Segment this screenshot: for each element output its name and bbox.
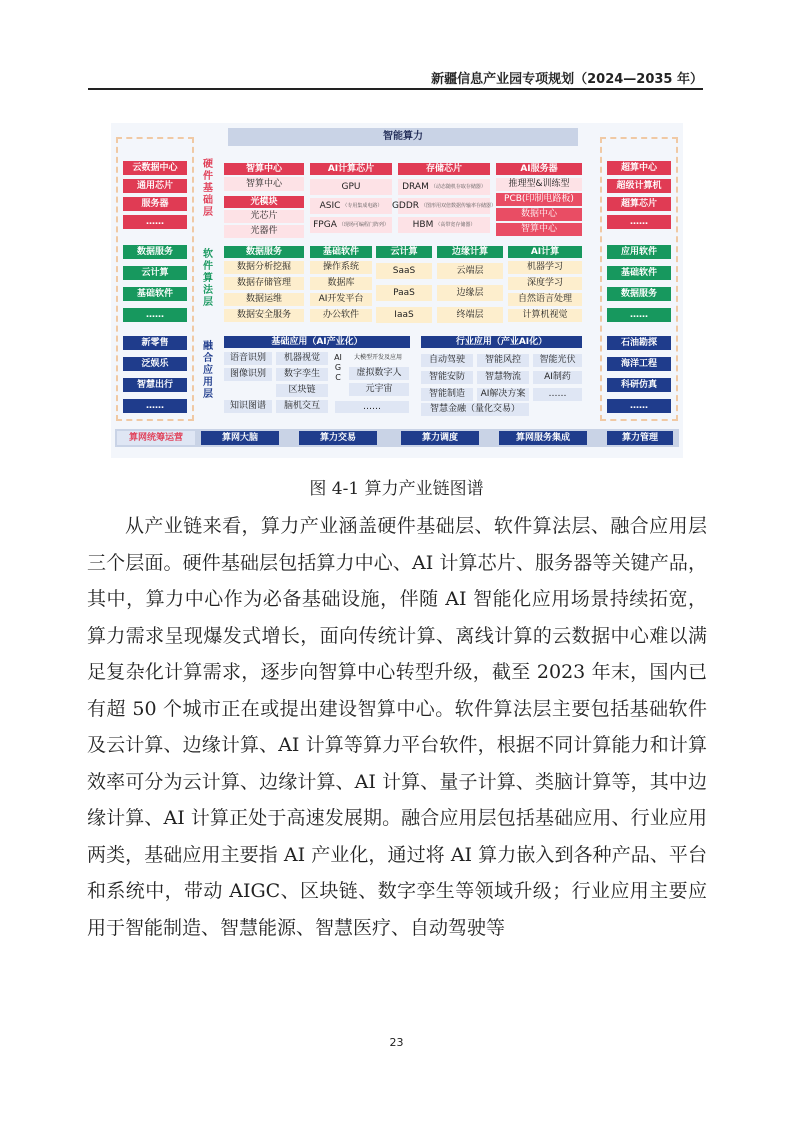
header-rule (88, 88, 703, 90)
sw-cell: 数据存储管理 (224, 277, 304, 290)
left-item: …… (123, 308, 187, 322)
app-cell: 区块链 (276, 384, 328, 397)
hw-header-intelligent-center: 智算中心 (224, 163, 304, 175)
hw-cell: 光芯片 (224, 210, 304, 223)
sw-header-data-service: 数据服务 (224, 246, 304, 258)
sw-cell: 数据运维 (224, 293, 304, 306)
app-header-base: 基础应用（AI产业化） (224, 336, 410, 348)
bottom-item: 算网大脑 (201, 431, 279, 445)
hw-cell-text: ASIC (319, 200, 341, 211)
sw-header-cloud: 云计算 (376, 246, 432, 258)
app-cell: 图像识别 (224, 368, 272, 381)
right-item: …… (607, 399, 671, 413)
hw-cell-sub: （动态随机存取存储器） (430, 183, 486, 190)
running-header: 新疆信息产业园专项规划（2024—2035 年） (431, 72, 703, 87)
bottom-item: 算力管理 (607, 431, 673, 445)
right-item: 超算芯片 (607, 197, 671, 211)
hw-cell-sub: （图形用双倍数据传输率存储器） (421, 202, 497, 209)
hw-cell-sub: （高带宽存储器） (435, 221, 476, 228)
app-cell: 智能安防 (421, 371, 473, 384)
right-item: 超算中心 (607, 161, 671, 175)
app-cell: 语音识别 (224, 352, 272, 365)
app-cell: 元宇宙 (349, 383, 409, 396)
sw-header-edge: 边缘计算 (437, 246, 503, 258)
sw-header-ai-compute: AI计算 (508, 246, 582, 258)
layer-label-software: 软件算法层 (203, 249, 213, 308)
body-text (87, 508, 707, 946)
left-item: …… (123, 215, 187, 229)
layer-label-application: 融合应用层 (203, 341, 213, 400)
app-cell: 智慧物流 (477, 371, 529, 384)
sw-cell: 云端层 (437, 263, 503, 279)
hw-cell (398, 217, 490, 233)
app-cell: 大模型开发及应用 (353, 353, 402, 361)
sw-cell: SaaS (376, 263, 432, 279)
app-cell: 智能风控 (477, 354, 529, 367)
right-item: 海洋工程 (607, 357, 671, 371)
hw-cell-sub: （现场可编程门阵列） (338, 221, 389, 228)
hw-cell-text: DRAM (402, 181, 429, 192)
hw-cell-sub: （专用集成电路） (342, 202, 383, 209)
compute-industry-chain-diagram (111, 123, 683, 458)
right-item: 应用软件 (607, 245, 671, 259)
hw-cell (310, 179, 392, 195)
app-cell: 虚拟数字人 (349, 367, 409, 380)
aigc-vertical-label: AIGC (334, 353, 342, 382)
sw-cell: 操作系统 (310, 261, 372, 274)
hw-cell (391, 198, 497, 214)
hw-header-storage-chip: 存储芯片 (398, 163, 490, 175)
page-number: 23 (389, 1036, 404, 1049)
right-item: 数据服务 (607, 287, 671, 301)
sw-cell: IaaS (376, 307, 432, 323)
hw-header-optical-module: 光模块 (224, 196, 304, 208)
right-item: …… (607, 215, 671, 229)
left-item: 云数据中心 (123, 161, 187, 175)
layer-label-hardware: 硬件基础层 (203, 159, 213, 218)
bottom-bar (115, 429, 679, 447)
app-cell: 智慧金融（量化交易） (421, 403, 529, 416)
left-item: 基础软件 (123, 287, 187, 301)
hw-cell: 智算中心 (496, 223, 582, 236)
app-cell: 智能制造 (421, 388, 473, 401)
sw-cell: PaaS (376, 285, 432, 301)
figure-caption: 图 4-1 算力产业链图谱 (309, 479, 484, 499)
hw-cell: 光器件 (224, 225, 304, 238)
left-item: …… (123, 399, 187, 413)
hw-cell: 数据中心 (496, 208, 582, 221)
sw-cell: 数据分析挖掘 (224, 261, 304, 274)
hw-cell (310, 198, 392, 214)
hw-header-ai-chip: AI计算芯片 (310, 163, 392, 175)
app-cell: 脑机交互 (276, 400, 328, 413)
app-cell: 自动驾驶 (421, 354, 473, 367)
sw-cell: 办公软件 (310, 309, 372, 322)
left-item: 智慧出行 (123, 378, 187, 392)
top-bar-intelligent-compute: 智能算力 (228, 128, 578, 146)
right-item: 基础软件 (607, 266, 671, 280)
left-item: 泛娱乐 (123, 357, 187, 371)
bottom-item: 算网服务集成 (499, 431, 587, 445)
hw-cell-text: GPU (341, 181, 361, 192)
hw-cell-text: GDDR (391, 200, 420, 211)
app-cell: 知识图谱 (224, 400, 272, 413)
sw-cell: 边缘层 (437, 285, 503, 301)
left-item: 数据服务 (123, 245, 187, 259)
sw-cell: 计算机视觉 (508, 309, 582, 322)
sw-cell: 数据安全服务 (224, 309, 304, 322)
sw-cell: 自然语言处理 (508, 293, 582, 306)
app-cell: …… (335, 401, 409, 413)
sw-cell: AI开发平台 (310, 293, 372, 306)
hw-cell: PCB(印制电路板) (496, 193, 582, 206)
right-item: …… (607, 308, 671, 322)
app-header-industry: 行业应用（产业AI化） (421, 336, 582, 348)
hw-cell (398, 179, 490, 195)
app-cell: AI制药 (533, 371, 582, 384)
app-cell: 数字孪生 (276, 368, 328, 381)
app-cell: AI解决方案 (477, 388, 529, 401)
app-cell: 智能光伏 (533, 354, 582, 367)
right-item: 科研仿真 (607, 378, 671, 392)
sw-cell: 深度学习 (508, 277, 582, 290)
left-item: 云计算 (123, 266, 187, 280)
bottom-item: 算力调度 (401, 431, 479, 445)
bottom-header: 算网统筹运营 (117, 431, 195, 445)
left-item: 通用芯片 (123, 179, 187, 193)
left-item: 服务器 (123, 197, 187, 211)
hw-cell: 智算中心 (224, 177, 304, 191)
app-cell: 机器视觉 (276, 352, 328, 365)
hw-cell-text: HBM (412, 219, 434, 230)
hw-header-ai-server: AI服务器 (496, 163, 582, 175)
paragraph: 从产业链来看，算力产业涵盖硬件基础层、软件算法层、融合应用层三个层面。硬件基础层包括算力中心、AI 计算芯片、服务器等关键产品，其中，算力中心作为必备基础设施，伴随 AI 智能化应用场景持续拓宽，算力需求呈现爆发式增长，面向传统计算、离线计算的云数据中心难以满足复杂化计算需求，逐步向智算中心转型升级，截至 2023 年末，国内已有超 50 个城市正在或提出建设智算中心。软件算法层主要包括基础软件及云计算、边缘计算、AI 计算等算力平台软件，根据不同计算能力和计算效率可分为云计算、边缘计算、AI 计算、量子计算、类脑计算等，其中边缘计算、AI 计算正处于高速发展期。融合应用层包括基础应用、行业应用两类，基础应用主要指 AI 产业化，通过将 AI 算力嵌入到各种产品、平台和系统中，带动 AIGC、区块链、数字孪生等领域升级；行业应用主要应用于智能制造、智慧能源、智慧医疗、自动驾驶等 (87, 515, 707, 939)
hw-cell-text: FPGA (313, 219, 337, 230)
sw-cell: 数据库 (310, 277, 372, 290)
sw-cell: 机器学习 (508, 261, 582, 274)
hw-cell (310, 217, 392, 233)
right-item: 石油勘探 (607, 336, 671, 350)
sw-cell: 终端层 (437, 307, 503, 323)
left-item: 新零售 (123, 336, 187, 350)
app-cell: …… (533, 388, 582, 401)
right-item: 超级计算机 (607, 179, 671, 193)
hw-cell: 推理型&训练型 (496, 178, 582, 191)
bottom-item: 算力交易 (299, 431, 377, 445)
sw-header-base-software: 基础软件 (310, 246, 372, 258)
